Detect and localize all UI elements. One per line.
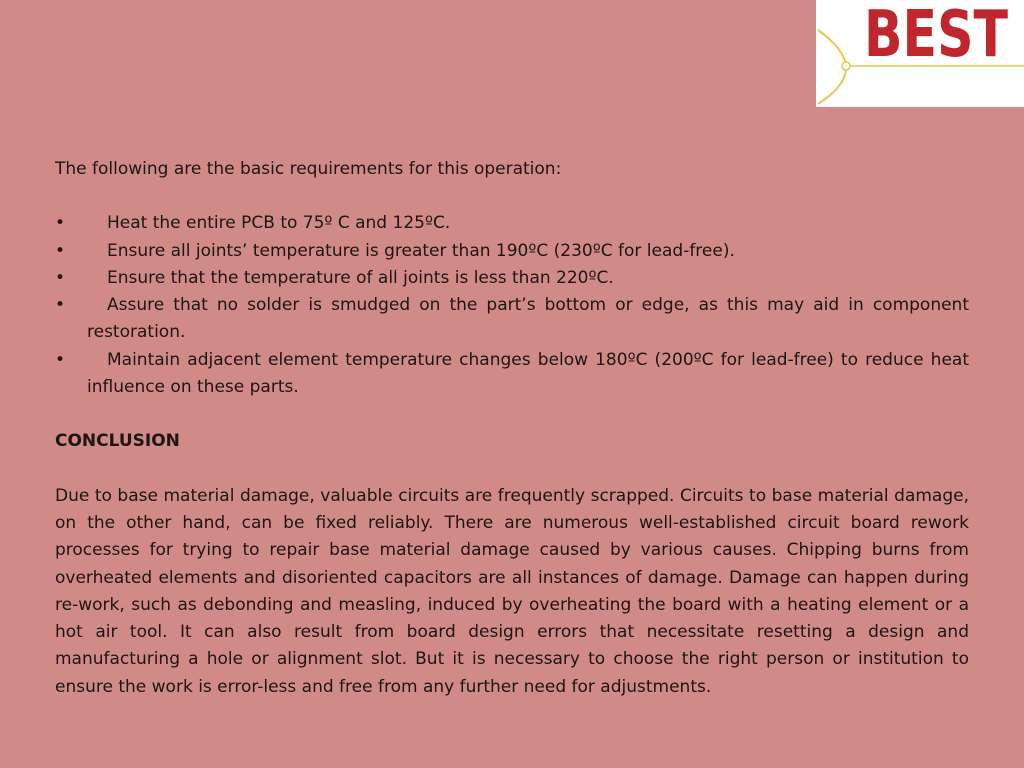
bullet: • [55,240,66,261]
list-item [55,210,969,237]
conclusion-heading: CONCLUSION [55,431,180,452]
requirements-list [55,210,969,401]
requirement-text: Heat the entire PCB to 75º C and 125ºC. [107,213,451,234]
logo-graphic [816,0,1024,107]
requirement-text: Assure that no solder is smudged on the part’s bottom or edge, as this may aid in component restoration. [87,295,969,343]
bullet: • [55,349,66,370]
bullet: • [55,267,66,288]
requirement-text: Ensure all joints’ temperature is greater than 190ºC (230ºC for lead-free). [107,240,735,261]
list-item [55,292,969,347]
logo-dot [842,62,850,70]
bullet: • [55,213,66,234]
list-item [55,265,969,292]
list-item [55,347,969,402]
best-logo [816,0,1024,107]
conclusion-paragraph: Due to base material damage, valuable circuits are frequently scrapped. Circuits to base material damage, on the other hand, can be fixed reliably. There are numerous well-established circuit board rework processes for trying to repair base material damage caused by various causes. Chipping burns from overheated elements and disoriented capacitors are all instances of damage. Damage can happen during re-work, such as debonding and measling, induced by overheating the board with a heating element or a hot air tool. It can also result from board design errors that necessitate resetting a design and manufacturing a hole or alignment slot. But it is necessary to choose the right person or institution to ensure the work is error-less and free from any further need for adjustments. [55,485,969,697]
list-item [55,238,969,265]
requirement-text: Ensure that the temperature of all joints is less than 220ºC. [107,267,614,288]
logo-text: BEST [864,0,1009,72]
bullet: • [55,295,66,316]
document-body [55,156,969,701]
intro-paragraph: The following are the basic requirements for this operation: [55,159,562,179]
requirement-text: Maintain adjacent element temperature changes below 180ºC (200ºC for lead-free) to reduce heat influence on these parts. [87,349,969,398]
